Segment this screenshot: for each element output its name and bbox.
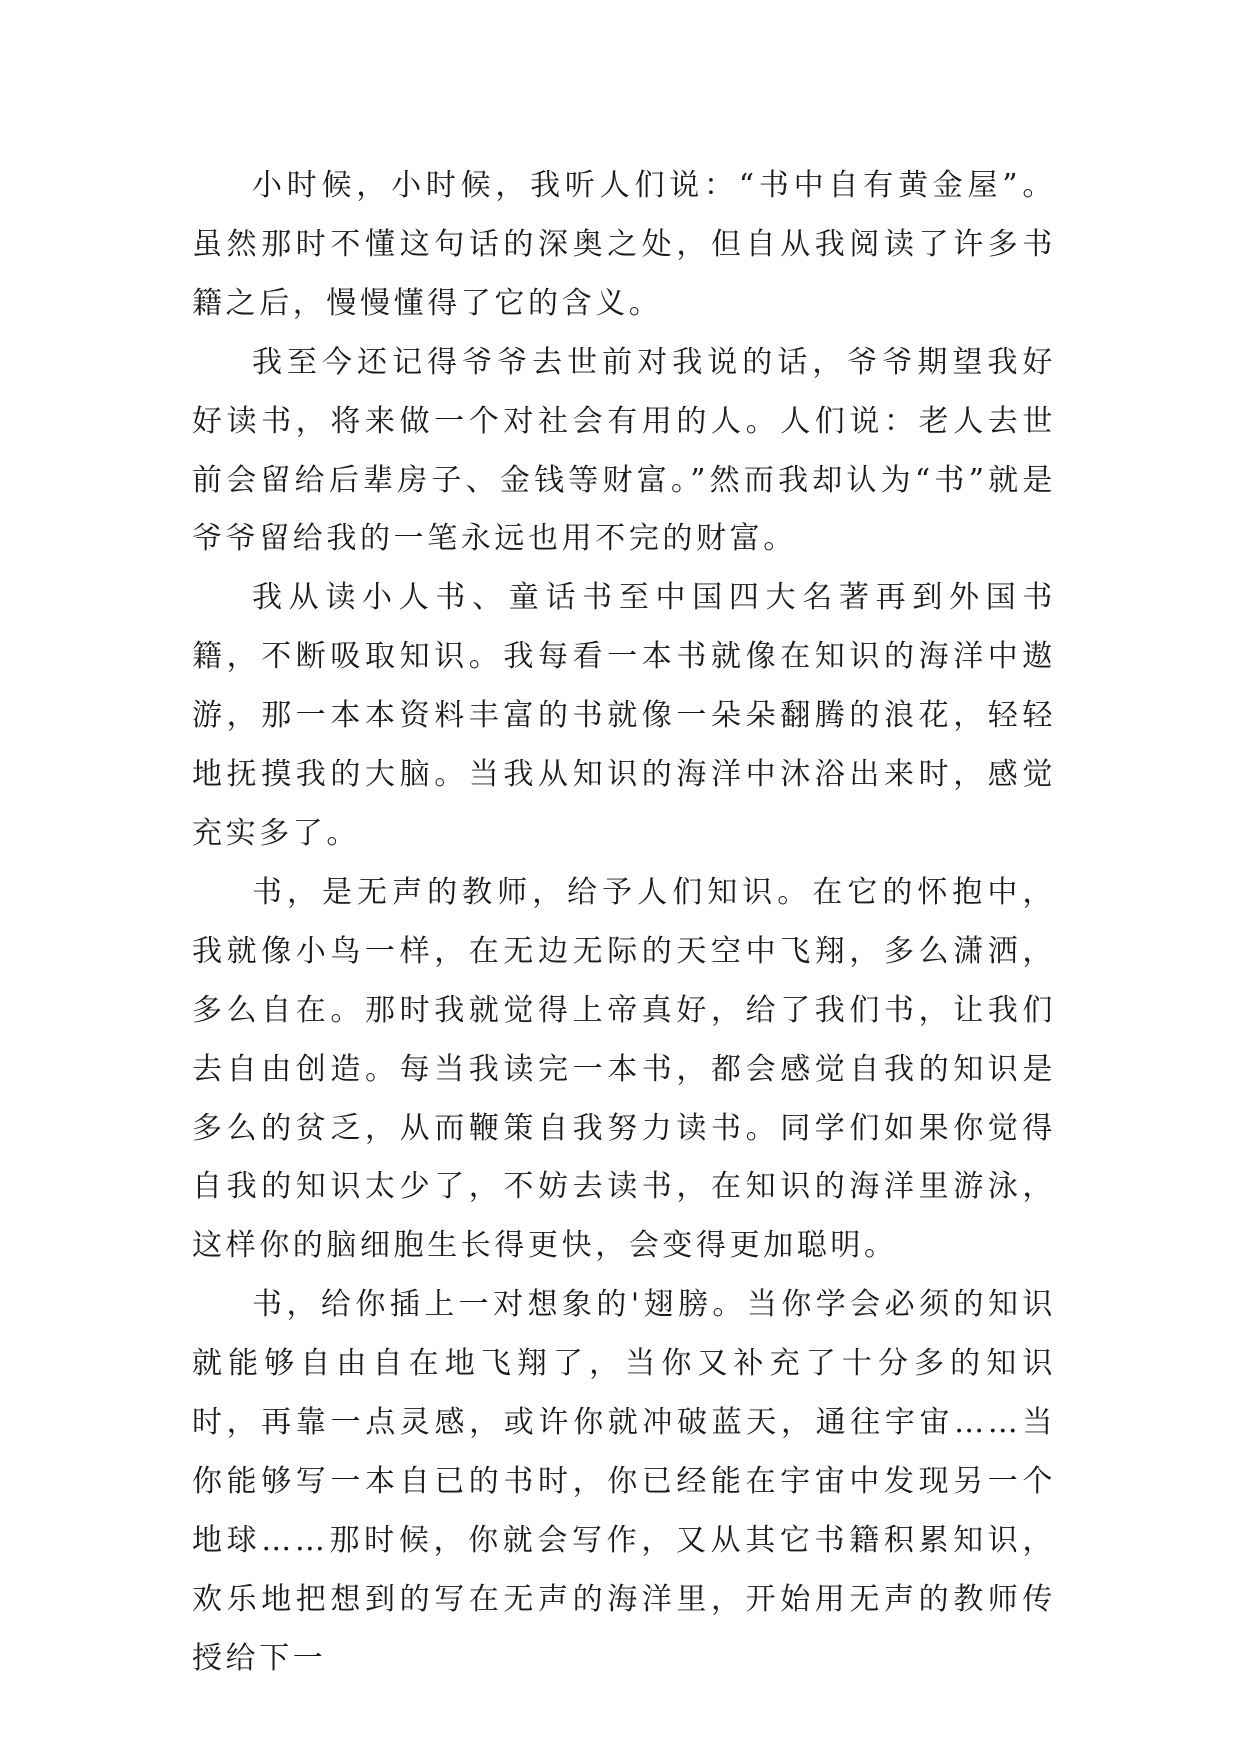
paragraph-5: 书，给你插上一对想象的'翅膀。当你学会必须的知识就能够自由自在地飞翔了，当你又补充了十分多的知识时，再靠一点灵感，或许你就冲破蓝天，通往宇宙……当你能够写一本自已的书时，你已经能在宇宙中发现另一个地球……那时候，你就会写作，又从其它书籍积累知识，欢乐地把想到的写在无声的海洋里，开始用无声的教师传授给下一 [192, 1287, 1056, 1676]
paragraph-1: 小时候，小时候，我听人们说：“书中自有黄金屋”。虽然那时不懂这句话的深奥之处，但自从我阅读了许多书籍之后，慢慢懂得了它的含义。 [192, 168, 1056, 321]
paragraph-4: 书，是无声的教师，给予人们知识。在它的怀抱中，我就像小鸟一样，在无边无际的天空中飞翔，多么潇洒，多么自在。那时我就觉得上帝真好，给了我们书，让我们去自由创造。每当我读完一本书，都会感觉自我的知识是多么的贫乏，从而鞭策自我努力读书。同学们如果你觉得自我的知识太少了，不妨去读书，在知识的海洋里游泳，这样你的脑细胞生长得更快，会变得更加聪明。 [192, 874, 1056, 1264]
paragraph-2: 我至今还记得爷爷去世前对我说的话，爷爷期望我好好读书，将来做一个对社会有用的人。人们说：老人去世前会留给后辈房子、金钱等财富。”然而我却认为“书”就是爷爷留给我的一笔永远也用不完的财富。 [192, 344, 1056, 557]
document-body [192, 157, 1056, 1689]
paragraph-3: 我从读小人书、童话书至中国四大名著再到外国书籍，不断吸取知识。我每看一本书就像在知识的海洋中遨游，那一本本资料丰富的书就像一朵朵翻腾的浪花，轻轻地抚摸我的大脑。当我从知识的海洋中沐浴出来时，感觉充实多了。 [192, 580, 1056, 851]
